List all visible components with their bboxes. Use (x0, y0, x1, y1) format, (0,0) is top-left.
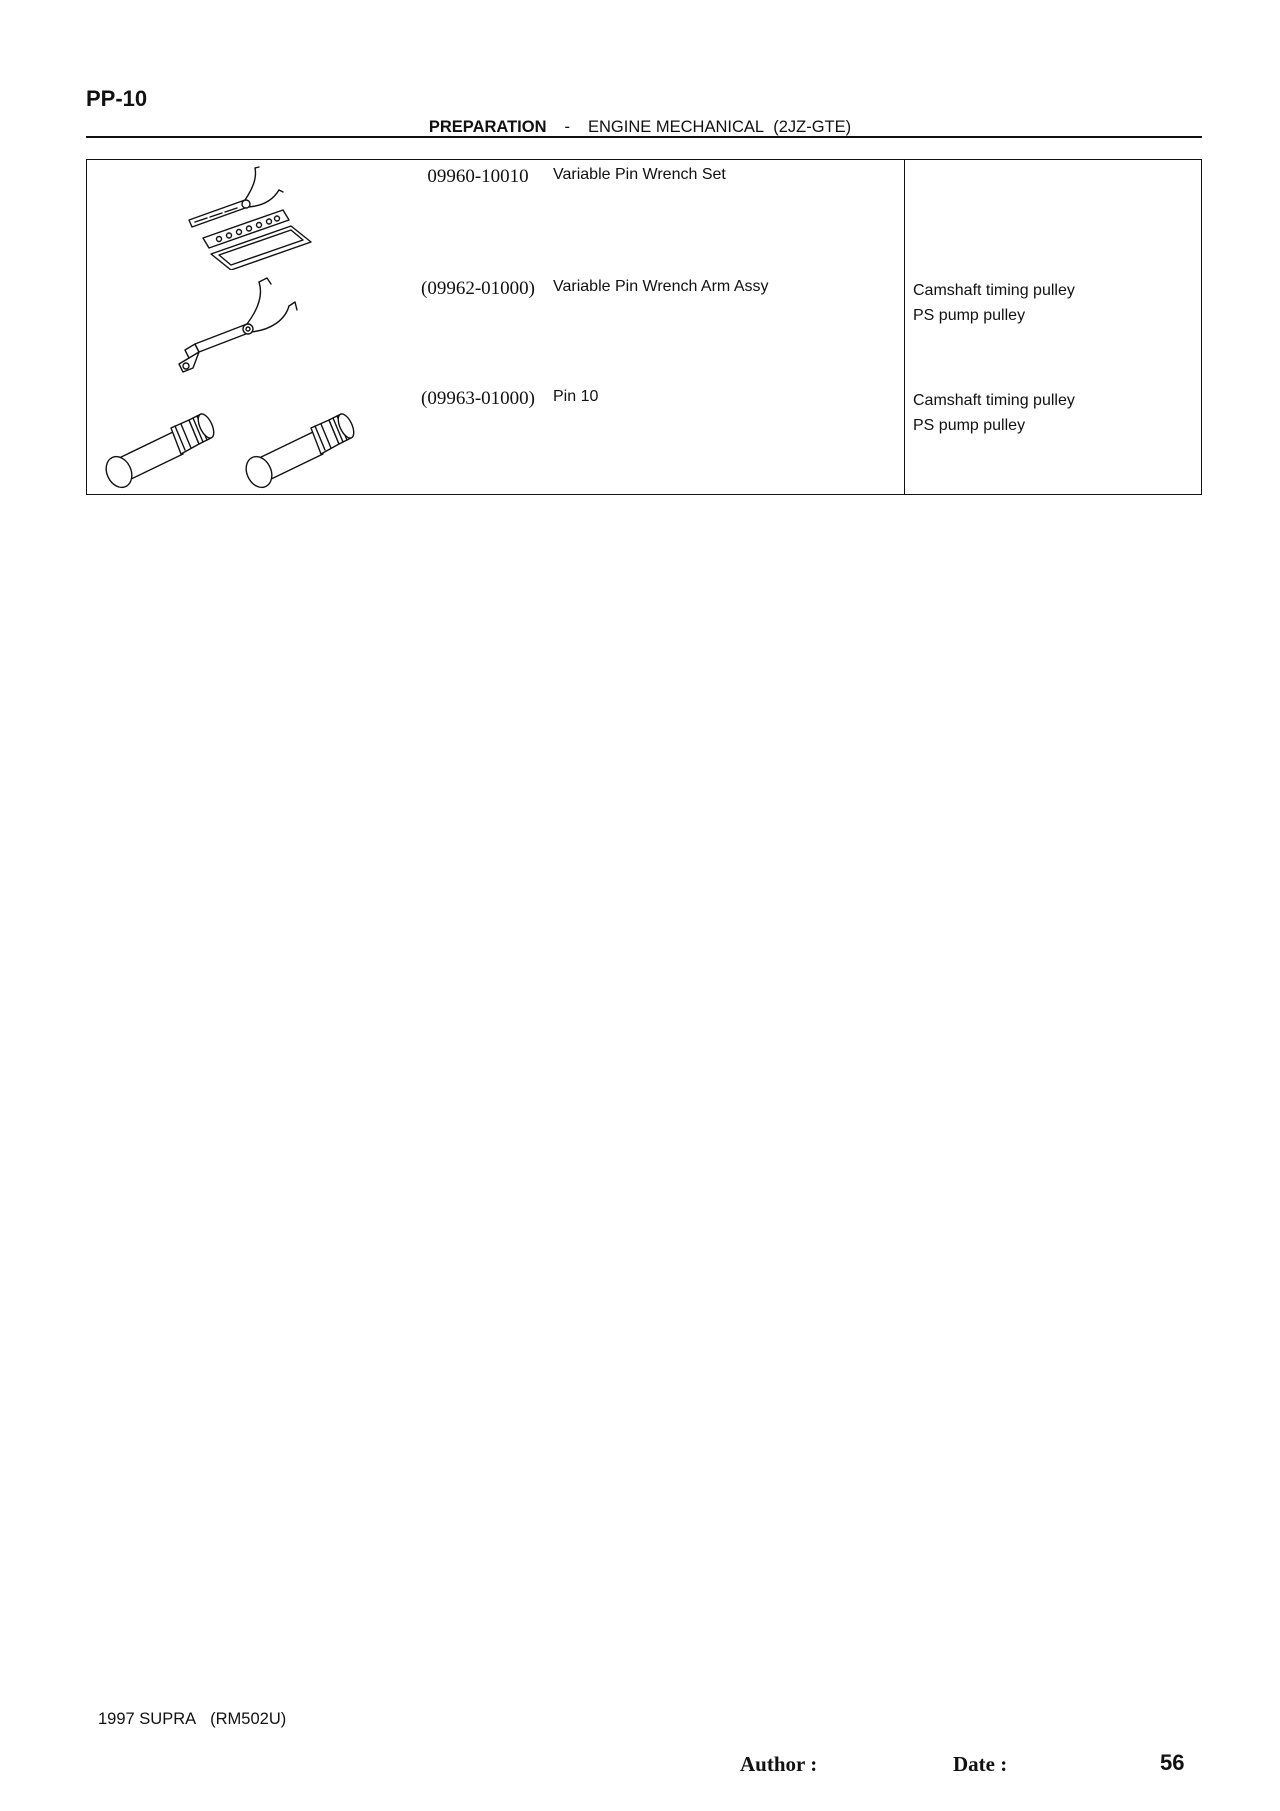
wrench-set-illustration (95, 160, 405, 270)
page-code: PP-10 (86, 86, 148, 111)
wrench-arm-illustration (95, 272, 405, 382)
tool-row (87, 382, 1201, 492)
pins-illustration (95, 382, 405, 492)
part-number: (09963-01000) (421, 388, 535, 409)
tool-row (87, 160, 1201, 270)
part-number: 09960-10010 (427, 166, 529, 187)
pin-left (101, 412, 217, 492)
usage-note: Camshaft timing pulley (913, 392, 1075, 409)
usage-notes (913, 278, 1075, 328)
engine-code: (2JZ-GTE) (773, 118, 852, 136)
usage-notes (913, 388, 1075, 438)
usage-note: PS pump pulley (913, 307, 1026, 324)
pin-right (241, 412, 357, 492)
page-number: 56 (1160, 1750, 1185, 1775)
usage-note: Camshaft timing pulley (913, 282, 1075, 299)
section-title: PREPARATION (428, 118, 547, 136)
tool-table (86, 159, 1202, 495)
date-label: Date : (953, 1752, 1008, 1776)
manual-code: (RM502U) (210, 1710, 287, 1728)
part-name: Variable Pin Wrench Set (553, 166, 726, 183)
part-name: Variable Pin Wrench Arm Assy (553, 278, 769, 295)
tool-row (87, 272, 1201, 382)
model-name: 1997 SUPRA (98, 1710, 197, 1728)
part-name: Pin 10 (553, 388, 599, 405)
page-header (0, 118, 1280, 137)
usage-note: PS pump pulley (913, 417, 1026, 434)
header-rule (86, 136, 1202, 138)
subsection-title: ENGINE MECHANICAL (588, 118, 765, 136)
footer-model (98, 1710, 286, 1729)
author-label: Author : (740, 1752, 818, 1776)
header-separator: - (564, 118, 571, 136)
part-number: (09962-01000) (421, 278, 535, 299)
